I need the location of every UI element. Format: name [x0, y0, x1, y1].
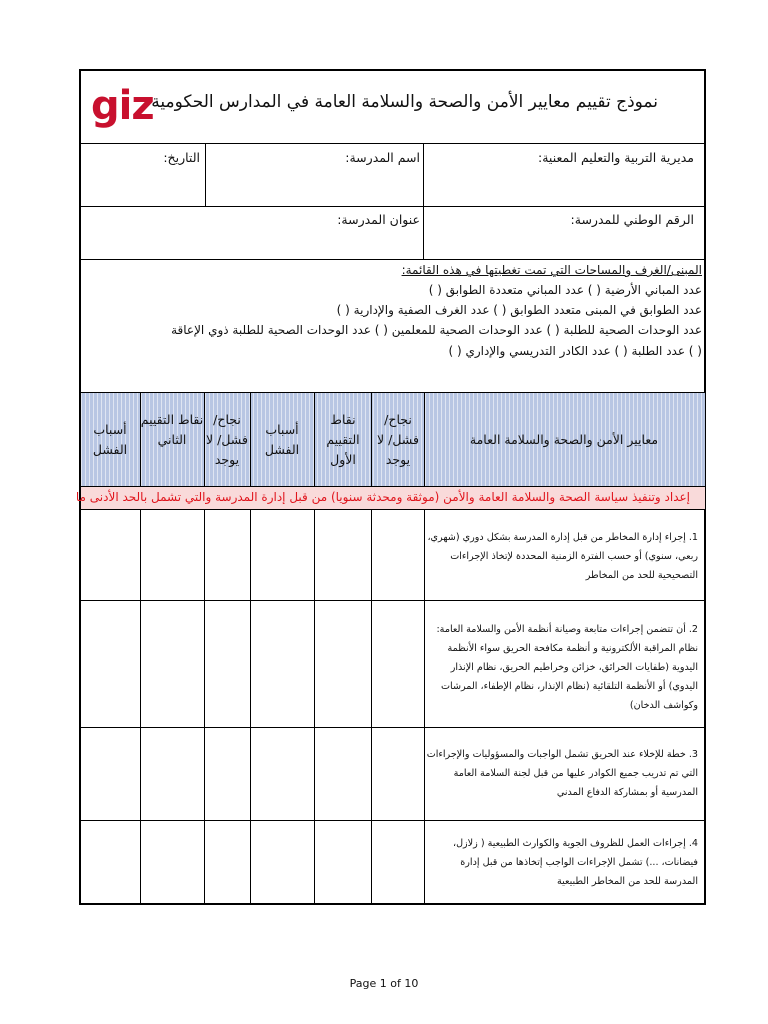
divider [250, 509, 251, 904]
divider [80, 143, 705, 144]
divider [314, 509, 315, 904]
section-title: إعداد وتنفيذ سياسة الصحة والسلامة العامة والأمن (موثقة ومحدثة سنويا) من قبل إدارة المدرسة والتي تشمل بالحد الأدنى ما [75, 490, 690, 504]
facilities-line[interactable]: عدد الوحدات الصحية للطلبة ( ) عدد الوحدات الصحية للمعلمين ( ) عدد الوحدات الصحية للطلبة ذوي الإعاقة [171, 323, 702, 337]
divider [80, 727, 705, 728]
divider [204, 509, 205, 904]
divider [424, 392, 425, 486]
criteria-item: 2. أن تتضمن إجراءات متابعة وصيانة أنظمة الأمن والسلامة العامة: نظام المراقبة الألكترونية و أنظمة مكافحة الحريق سواء الأنظمة اليدوية (طفايات الحرائق، خزائن وخراطيم الحريق، نظام الإنذار اليدوي) أو الأنظمة التلقائية (نظام الإنذار، نظام الإطفاء، المرشات وكواشف الدخان) [436, 624, 698, 711]
facilities-line[interactable]: ( ) عدد الطلبة ( ) عدد الكادر التدريسي والإداري ( ) [448, 344, 702, 358]
facilities-heading: المبنى/الغرف والمساحات التي تمت تغطيتها في هذه القائمة: [401, 263, 702, 277]
page-title: نموذج تقييم معايير الأمن والصحة والسلامة العامة في المدارس الحكومية [151, 92, 658, 112]
criteria-item: 4. إجراءات العمل للظروف الجوية والكوارث الطبيعية ( زلازل، فيضانات، ...) تشمل الإجراءات الواجب إتخاذها من قبل إدارة المدرسة للحد من المخاطر الطبيعية [452, 838, 698, 887]
national-number-field[interactable]: الرقم الوطني للمدرسة: [570, 212, 694, 227]
divider [80, 259, 705, 260]
divider [140, 509, 141, 904]
divider [80, 206, 705, 207]
date-field[interactable]: التاريخ: [163, 150, 200, 165]
header-result-2: نجاح/ فشل/ لا يوجد [206, 412, 248, 467]
header-result-1: نجاح/ فشل/ لا يوجد [377, 412, 419, 467]
giz-logo: giz [91, 83, 154, 129]
divider [204, 392, 205, 486]
school-name-field[interactable]: اسم المدرسة: [345, 150, 420, 165]
criteria-item: 3. خطة للإخلاء عند الحريق تشمل الواجبات والمسؤوليات والإجراءات التي تم تدريب جميع الكوادر عليها من قبل لجنة السلامة العامة المدرسية أو بمشاركة الدفاع المدني [426, 749, 698, 798]
header-score-1: نقاط التقييم الأول [326, 412, 360, 467]
facilities-line[interactable]: عدد الطوابق في المبنى متعدد الطوابق ( ) عدد الغرف الصفية والإدارية ( ) [336, 303, 702, 317]
directorate-field[interactable]: مديرية التربية والتعليم المعنية: [538, 150, 694, 165]
header-score-2: نقاط التقييم الثاني [140, 412, 204, 447]
facilities-line[interactable]: عدد المباني الأرضية ( ) عدد المباني متعددة الطوابق ( ) [428, 283, 702, 297]
header-reasons-1: أسباب الفشل [264, 422, 300, 457]
header-criteria: معايير الأمن والصحة والسلامة العامة [469, 432, 659, 447]
divider [205, 143, 206, 207]
divider [423, 143, 424, 259]
header-reasons-2: أسباب الفشل [92, 422, 128, 457]
divider [371, 392, 372, 486]
divider [371, 509, 372, 904]
divider [80, 820, 705, 821]
page-number: Page 1 of 10 [349, 977, 419, 990]
divider [80, 509, 705, 510]
school-address-field[interactable]: عنوان المدرسة: [337, 212, 420, 227]
divider [140, 392, 141, 486]
divider [314, 392, 315, 486]
divider [80, 600, 705, 601]
criteria-item: 1. إجراء إدارة المخاطر من قبل إدارة المدرسة بشكل دوري (شهري، ربعي، سنوي) أو حسب الفترة الزمنية المحددة لإتخاذ الإجراءات التصحيحية للحد من المخاطر [427, 532, 698, 581]
divider [250, 392, 251, 486]
